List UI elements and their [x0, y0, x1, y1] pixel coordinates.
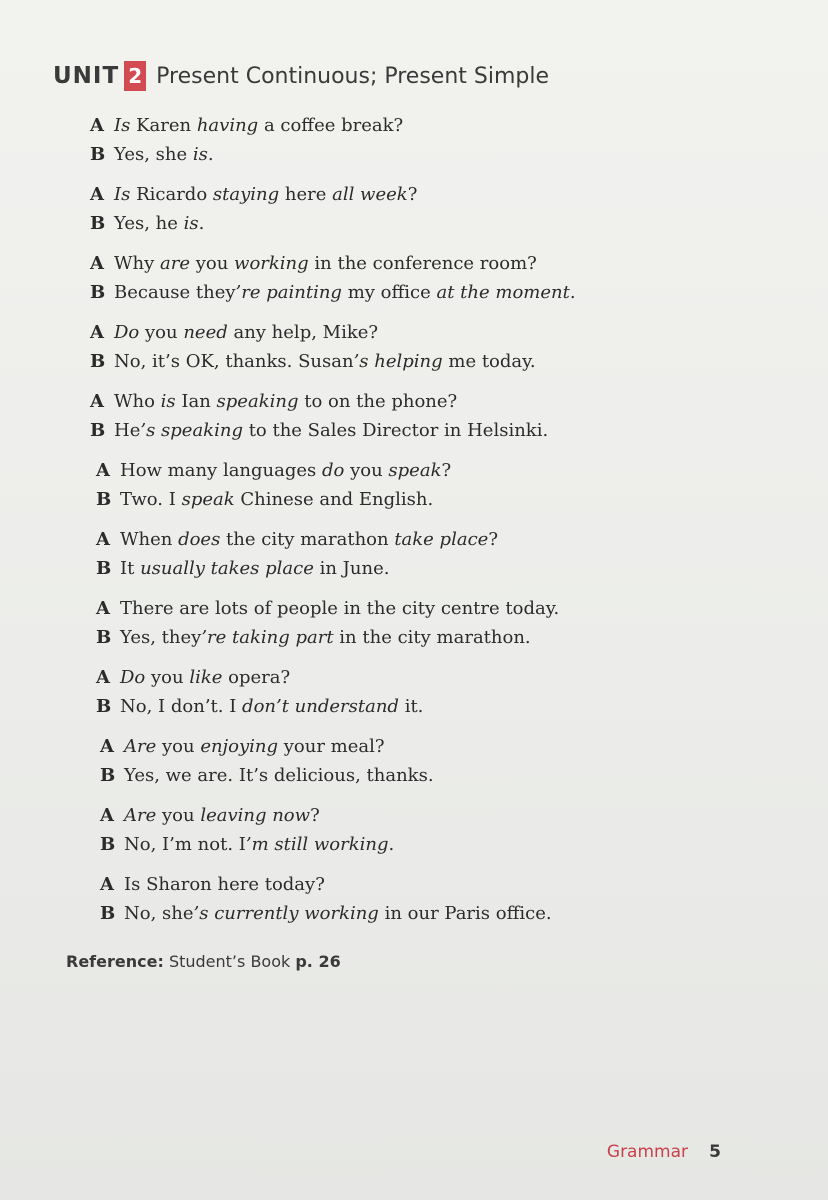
plain-text: Karen	[130, 115, 197, 136]
plain-text: ?	[407, 184, 418, 205]
line-text	[120, 456, 451, 486]
plain-text: you	[344, 460, 389, 481]
emphasis-text: enjoying	[200, 736, 279, 757]
plain-text: Yes, he	[114, 213, 184, 234]
speaker-label: B	[90, 213, 106, 234]
emphasis-text: do	[322, 460, 345, 481]
line-text	[124, 761, 434, 791]
emphasis-text: need	[183, 322, 228, 343]
plain-text: you	[145, 667, 190, 688]
line-text	[120, 554, 389, 584]
plain-text: When	[120, 529, 179, 550]
plain-text: here	[279, 184, 333, 205]
emphasis-text: ’re taking part	[201, 627, 334, 648]
unit-label: UNIT	[53, 63, 120, 89]
exercise-item	[0, 180, 828, 249]
plain-text: to the Sales Director in Helsinki.	[242, 420, 549, 441]
emphasis-text: usually takes place	[140, 558, 314, 579]
exercise-item	[0, 456, 828, 525]
footer-section-name	[607, 1142, 688, 1162]
speaker-label: B	[90, 144, 106, 165]
plain-text: my office	[341, 282, 437, 303]
exercise-item	[0, 111, 828, 180]
line-text	[114, 278, 576, 308]
speaker-label: B	[96, 558, 112, 579]
emphasis-text: is	[160, 391, 176, 412]
speaker-label: A	[90, 184, 104, 205]
emphasis-text: don’t understand	[242, 696, 399, 717]
line-text	[124, 899, 552, 929]
line-text	[114, 140, 214, 170]
exercise-item	[0, 870, 828, 939]
plain-text: your meal?	[278, 736, 385, 757]
exercise-item	[0, 249, 828, 318]
exercise-item	[0, 801, 828, 870]
plain-text: it.	[398, 696, 424, 717]
plain-text: Yes, we are. It’s delicious, thanks.	[124, 765, 434, 786]
line-text	[120, 594, 559, 624]
plain-text: opera?	[222, 667, 291, 688]
emphasis-text: ’m still working	[245, 834, 389, 855]
line-text	[114, 249, 537, 279]
exercise-item	[0, 387, 828, 456]
speaker-label: B	[100, 903, 116, 924]
line-text	[124, 830, 394, 860]
speaker-label: A	[96, 460, 110, 481]
speaker-label: B	[96, 489, 112, 510]
emphasis-text: like	[189, 667, 223, 688]
speaker-label: A	[100, 805, 114, 826]
emphasis-text: Are	[124, 736, 157, 757]
line-text	[120, 692, 423, 722]
plain-text: Yes, they	[120, 627, 202, 648]
plain-text: you	[139, 322, 184, 343]
unit-header	[53, 58, 549, 94]
emphasis-text: speak	[388, 460, 442, 481]
plain-text: Ricardo	[130, 184, 213, 205]
speaker-label: A	[90, 253, 104, 274]
emphasis-text: ’s helping	[353, 351, 443, 372]
emphasis-text: ’re painting	[235, 282, 342, 303]
speaker-label: B	[100, 834, 116, 855]
plain-text: No, it’s OK, thanks. Susan	[114, 351, 354, 372]
emphasis-text: staying	[212, 184, 280, 205]
exercise-item	[0, 594, 828, 663]
emphasis-text: Is	[114, 184, 131, 205]
speaker-label: B	[100, 765, 116, 786]
speaker-label: B	[96, 627, 112, 648]
speaker-label: B	[90, 282, 106, 303]
plain-text: in the conference room?	[308, 253, 537, 274]
speaker-label: A	[96, 529, 110, 550]
speaker-label: A	[100, 874, 114, 895]
plain-text: There are lots of people in the city centre today.	[120, 598, 560, 619]
emphasis-text: ’s currently working	[193, 903, 379, 924]
line-text	[124, 870, 325, 900]
line-text	[120, 525, 498, 555]
emphasis-text: all week	[332, 184, 408, 205]
plain-text: How many languages	[120, 460, 323, 481]
exercise-item	[0, 663, 828, 732]
page-number: 5	[709, 1142, 721, 1162]
speaker-label: A	[96, 667, 110, 688]
plain-text: No, I’m not. I	[124, 834, 246, 855]
plain-text: in the city marathon.	[333, 627, 531, 648]
speaker-label: B	[90, 351, 106, 372]
plain-text: Who	[114, 391, 161, 412]
line-text	[114, 318, 378, 348]
line-text	[114, 416, 548, 446]
plain-text: Chinese and English.	[234, 489, 434, 510]
unit-title: Present Continuous; Present Simple	[156, 63, 550, 89]
speaker-label: B	[96, 696, 112, 717]
plain-text: me today.	[442, 351, 536, 372]
emphasis-text: is	[192, 144, 208, 165]
emphasis-text: take place	[394, 529, 489, 550]
reference-line	[66, 952, 341, 971]
emphasis-text: speaking	[216, 391, 299, 412]
line-text	[120, 663, 290, 693]
plain-text: you	[189, 253, 235, 274]
plain-text: in our Paris office.	[378, 903, 552, 924]
plain-text: Is Sharon here today?	[124, 874, 325, 895]
line-text	[124, 732, 385, 762]
plain-text: Two. I	[120, 489, 182, 510]
unit-number-badge: 2	[124, 61, 146, 91]
plain-text: the city marathon	[220, 529, 395, 550]
emphasis-text: does	[178, 529, 221, 550]
reference-text: Student’s Book	[163, 952, 296, 971]
speaker-label: A	[96, 598, 110, 619]
plain-text: ?	[310, 805, 320, 826]
exercise-item	[0, 525, 828, 594]
line-text	[114, 209, 204, 239]
plain-text: in June.	[313, 558, 390, 579]
exercise-item	[0, 318, 828, 387]
plain-text: a coffee break?	[258, 115, 404, 136]
plain-text: to on the phone?	[298, 391, 458, 412]
emphasis-text: Do	[114, 322, 140, 343]
plain-text: No, she	[124, 903, 194, 924]
plain-text: Ian	[175, 391, 217, 412]
line-text	[124, 801, 320, 831]
speaker-label: A	[90, 115, 104, 136]
plain-text: Because they	[114, 282, 236, 303]
emphasis-text: at the moment	[436, 282, 570, 303]
line-text	[114, 347, 536, 377]
speaker-label: B	[90, 420, 106, 441]
plain-text: ?	[488, 529, 498, 550]
plain-text: No, I don’t. I	[120, 696, 243, 717]
emphasis-text: Do	[120, 667, 146, 688]
plain-text: any help, Mike?	[227, 322, 379, 343]
emphasis-text: working	[234, 253, 309, 274]
line-text	[120, 623, 531, 653]
speaker-label: A	[100, 736, 114, 757]
emphasis-text: is	[183, 213, 199, 234]
speaker-label: A	[90, 391, 104, 412]
emphasis-text: Are	[124, 805, 157, 826]
plain-text: ?	[441, 460, 452, 481]
reference-page: p. 26	[295, 952, 341, 971]
plain-text: Yes, she	[114, 144, 193, 165]
plain-text: Why	[114, 253, 160, 274]
plain-text: you	[156, 736, 201, 757]
emphasis-text: ’s speaking	[140, 420, 243, 441]
plain-text: .	[388, 834, 395, 855]
plain-text: .	[207, 144, 214, 165]
emphasis-text: having	[196, 115, 259, 136]
reference-label: Reference:	[66, 952, 164, 971]
speaker-label: A	[90, 322, 104, 343]
emphasis-text: are	[159, 253, 190, 274]
line-text	[114, 180, 417, 210]
line-text	[120, 485, 433, 515]
plain-text: It	[120, 558, 141, 579]
emphasis-text: Is	[114, 115, 131, 136]
exercise-answer-list	[0, 111, 828, 939]
emphasis-text: speak	[181, 489, 235, 510]
exercise-item	[0, 732, 828, 801]
plain-text: .	[198, 213, 205, 234]
emphasis-text: leaving now	[200, 805, 311, 826]
footer-section: Grammar	[606, 1142, 688, 1162]
plain-text: He	[114, 420, 141, 441]
line-text	[114, 111, 403, 141]
plain-text: you	[156, 805, 201, 826]
plain-text: .	[569, 282, 576, 303]
line-text	[114, 387, 457, 417]
